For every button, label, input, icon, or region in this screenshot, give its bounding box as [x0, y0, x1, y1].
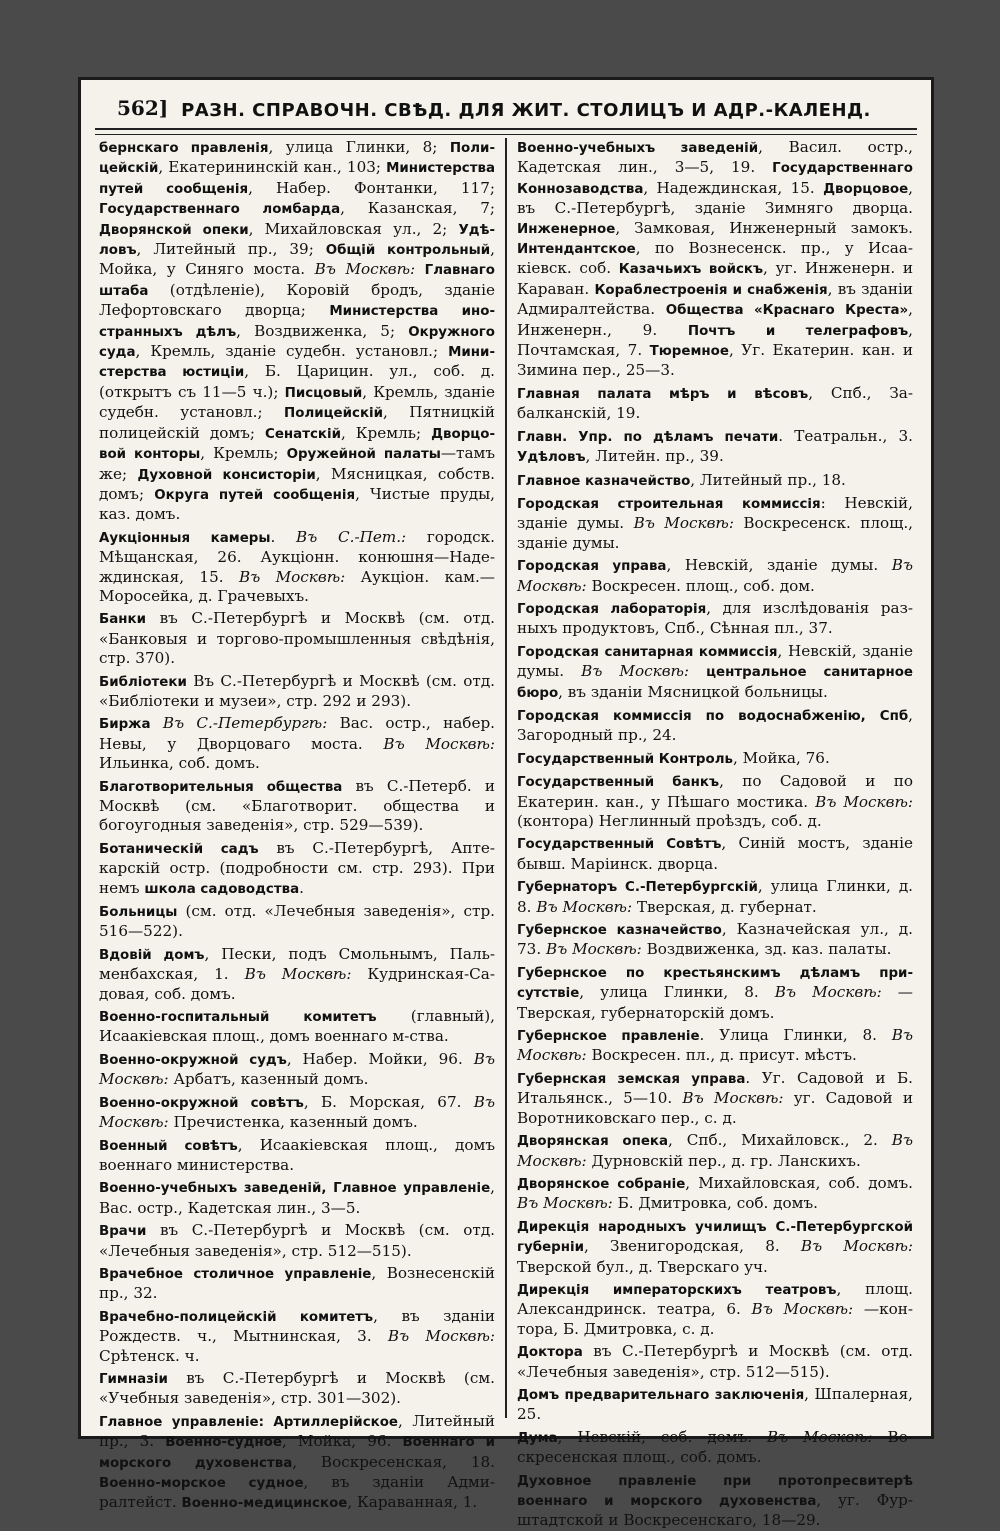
directory-entry [99, 528, 495, 607]
entry-city-label: Въ Москвѣ: [99, 1092, 495, 1132]
entry-heading: Министерства юстиціи [99, 345, 495, 381]
entry-text: , Мойка, 96. [281, 1432, 403, 1451]
entry-text: уг. Садовой и Воротниковскаго пер., с. д. [517, 1089, 913, 1127]
entry-city-label: Въ С.-Пет.: [296, 527, 427, 546]
entry-heading: Государственнаго ломбарда [99, 202, 341, 218]
entry-city-label: Въ Москвѣ: [682, 1089, 794, 1108]
entry-text: Воздвиженка, зд. каз. палаты. [646, 940, 892, 959]
directory-entry [99, 138, 495, 525]
entry-heading: Аукціонныя камеры [99, 530, 271, 546]
directory-entry [517, 749, 913, 769]
entry-heading: Тюремное [649, 344, 729, 360]
entry-heading: школа садоводства [144, 881, 300, 897]
entry-heading: Дума [517, 1430, 558, 1446]
entry-city-label: Въ Москвѣ: [517, 1131, 914, 1170]
entry-heading: Удѣловъ [517, 450, 586, 466]
entry-text: , Спб., Забалканскій, 19. [517, 383, 913, 423]
entry-text: въ С.-Петербургѣ и Москвѣ (см. «Учебныя заведенія», стр. 301—302). [99, 1368, 495, 1408]
entry-heading: Губернское по крестьянскимъ дѣламъ присутствіе [517, 965, 913, 1002]
directory-entry [517, 384, 913, 424]
entry-city-label: Въ Москвѣ: [99, 1049, 495, 1089]
directory-entry [517, 834, 913, 874]
entry-text: , Михайловская, соб. домъ. [685, 1173, 913, 1192]
entry-text: : Невскій, зданіе думы. [517, 493, 913, 533]
entry-text: Вас. остр., набер. Невы, у Дворцоваго моста. [99, 714, 495, 753]
entry-text: , Вас. остр., Кадетская лин., 3—5. [99, 1178, 495, 1217]
entry-text: , Почтамская, 7. [517, 320, 913, 360]
directory-entry [99, 1050, 495, 1090]
entry-city-label: Въ Москвѣ: [766, 1427, 888, 1446]
directory-entry [517, 1385, 913, 1425]
directory-entry [99, 777, 495, 836]
directory-entry [99, 1264, 495, 1304]
directory-entry [99, 1307, 495, 1366]
entry-city-label: Въ Москвѣ: [545, 940, 647, 959]
entry-text: Дурновскій пер., д. гр. Ланскихъ. [591, 1151, 861, 1170]
entry-text: , Михайловская ул., 2; [248, 219, 459, 238]
entry-heading: Полицейскій [284, 406, 384, 422]
entry-heading: Дирекція народныхъ училищъ С.-Петербургской губерніи [517, 1219, 913, 1256]
entry-text: въ С.-Петерб. и Москвѣ (см. «Благотворит. общества и богоугодныя заведенія», стр. 529—539). [99, 776, 495, 835]
entry-heading: Дворцовой конторы [99, 426, 495, 463]
directory-entry [99, 1369, 495, 1409]
entry-city-label: Въ Москвѣ: [244, 965, 368, 984]
directory-entry [517, 772, 913, 831]
entry-text: , Екатерининскій кан., 103; [158, 158, 387, 177]
entry-text: (главный), Исаакіевская площ., домъ военнаго м-ства. [99, 1007, 495, 1046]
directory-entry [517, 963, 913, 1023]
entry-heading: Военно-госпитальный комитетъ [99, 1010, 377, 1026]
entry-text: , въ зданіи Адмиралтейства. [517, 279, 914, 319]
entry-text: , Шпалерная, 25. [517, 1384, 914, 1424]
entry-text: , Синій мостъ, зданіе бывш. Маріинск. дворца. [517, 834, 913, 873]
entry-heading: Общій контрольный [325, 243, 491, 259]
entry-text: , Невскій, соб. домъ. [557, 1427, 767, 1446]
entry-heading: Дворянская опека [517, 1134, 669, 1150]
entry-heading: Сенатскій [265, 426, 341, 442]
running-title: РАЗН. СПРАВОЧН. СВѢД. ДЛЯ ЖИТ. СТОЛИЦЪ И АДР.-КАЛЕНД. [181, 100, 871, 121]
entry-text: Воскресенск. площ., зданіе думы. [517, 514, 913, 552]
entry-text: , Казначейская ул., д. 73. [517, 920, 913, 959]
entry-city-label: Въ С.-Петербургѣ: [162, 714, 340, 733]
entry-text: , Кремль; [200, 444, 287, 463]
directory-entry [517, 877, 913, 917]
entry-text: , Литейный пр., 39; [136, 240, 326, 259]
entry-heading: Военно-учебныхъ заведеній [517, 141, 759, 156]
entry-heading: Военно-учебныхъ заведеній, Главное управленіе [99, 1181, 491, 1197]
entry-city-label: Въ Москвѣ: [387, 1327, 495, 1346]
entry-city-label: Въ Москвѣ: [633, 514, 744, 533]
entry-heading: Дворянской опеки [99, 222, 249, 238]
entry-heading: Городская санитарная коммиссія [517, 644, 778, 660]
entry-heading: Банки [99, 612, 146, 628]
entry-text: городск. Мѣщанская, 26. Аукціонн. конюшня—Надеждинская, 15. [99, 527, 495, 586]
entry-city-label: Въ Москвѣ: [238, 567, 361, 586]
entry-heading: Губернаторъ С.-Петербургскій [517, 880, 758, 896]
entry-text: , по Садовой и по Екатерин. кан., у Пѣшаго мостика. [517, 772, 913, 811]
entry-heading: Врачебное столичное управленіе [99, 1266, 372, 1282]
entry-heading: Вдовій домъ [99, 947, 205, 963]
entry-text: , Васил. остр., Кадетская лин., 3—5, 19. [517, 138, 913, 177]
entry-text: Аукціон. кам.—Моросейка, д. Грачевыхъ. [99, 567, 495, 605]
entry-heading: Городская управа [517, 559, 667, 575]
entry-heading: Почтъ и телеграфовъ [687, 323, 909, 339]
entry-city-label: Въ Москвѣ: [751, 1300, 864, 1319]
entry-heading: Кораблестроенія и снабженія [594, 282, 828, 298]
entry-heading: Главнаго штаба [99, 263, 495, 299]
entry-text: , улица Глинки, 8; [268, 138, 450, 156]
entry-heading: Главное казначейство [517, 473, 691, 489]
entry-heading: Писцовый [284, 385, 363, 401]
entry-text: Арбатъ, казенный домъ. [173, 1070, 369, 1089]
directory-entry [99, 902, 495, 942]
directory-entry [99, 1178, 495, 1218]
right-column [507, 138, 914, 1530]
entry-heading: Дворцовое [823, 181, 909, 197]
entry-text: , Звенигородская, 8. [583, 1237, 801, 1256]
entry-heading: центральное санитарное бюро [517, 665, 913, 701]
entry-text: , Б. Царицин. ул., соб. д. (открытъ съ 11—5 ч.); [99, 362, 495, 401]
directory-entry [517, 427, 913, 468]
entry-text: , Литейн. пр., 39. [585, 447, 724, 466]
entry-text: , Вознесенскій пр., 32. [99, 1263, 495, 1303]
entry-text: въ С.-Петербургѣ и Москвѣ (см. отд. «Лечебныя заведенія», стр. 512—515). [517, 1342, 913, 1381]
entry-heading: Духовной консисторіи [137, 467, 316, 483]
entry-text: , Мясницкая, собств. домъ; [99, 464, 496, 503]
entry-text: въ С.-Петербургѣ и Москвѣ (см. отд. «Лечебныя заведенія», стр. 512—515). [99, 1221, 495, 1260]
entry-heading: Инженерное [517, 221, 616, 237]
entry-text: Воскресенская площ., соб. домъ. [517, 1427, 913, 1467]
entry-heading: Главная палата мѣръ и вѣсовъ [517, 386, 809, 402]
entry-text: , въ зданіи Адмиралтейст. [99, 1473, 496, 1512]
entry-heading: Министерства иностранныхъ дѣлъ [99, 304, 495, 340]
entry-text: —тамъ же; [99, 444, 495, 483]
entry-text: , въ зданіи Рождеств. ч., Мытнинская, 3. [99, 1306, 495, 1346]
entry-text: , Воскресенская, 18. [292, 1452, 495, 1471]
entry-heading: Губернское правленіе [517, 1029, 700, 1045]
directory-entry [517, 1342, 913, 1382]
entry-text: , Литейный пр., 3. [99, 1411, 496, 1451]
entry-text: , Кремль, зданіе судебн. установл.; [135, 342, 449, 361]
entry-city-label: Въ Москвѣ: [517, 556, 914, 595]
entry-heading: Городская строительная коммиссія [517, 496, 821, 512]
entry-text: , Караванная, 1. [347, 1493, 478, 1512]
entry-heading: Военно-судное [165, 1435, 282, 1451]
entry-heading: Больницы [99, 905, 178, 921]
entry-heading: Главн. Упр. по дѣламъ печати [517, 429, 779, 445]
entry-heading: Окружного суда [99, 324, 495, 361]
directory-entry [99, 1136, 495, 1176]
entry-text: Б. Дмитровка, соб. домъ. [617, 1194, 818, 1213]
entry-text: Въ С.-Петербургѣ и Москвѣ (см. отд. «Библіотеки и музеи», стр. 292 и 293). [99, 671, 495, 710]
entry-heading: бернскаго правленія [99, 141, 269, 156]
entry-text: , Невскій, зданіе думы. [666, 556, 892, 575]
entry-text: , Спб., Михайловск., 2. [668, 1131, 892, 1150]
entry-text: Срѣтенск. ч. [99, 1346, 200, 1365]
directory-entry [517, 1280, 913, 1339]
entry-text: , уг. Инженерн. и Караван. [517, 259, 913, 298]
entry-heading: Благотворительныя общества [99, 779, 343, 795]
entry-text: , Надеждинская, 15. [643, 178, 824, 197]
entry-heading: Государственнаго Коннозаводства [517, 161, 913, 197]
entry-heading: Губернское казначейство [517, 923, 722, 939]
entry-heading: Библіотеки [99, 674, 187, 690]
entry-text: , Инженерн., 9. [517, 300, 913, 339]
entry-heading: Главное управленіе: Артиллерійское [99, 1414, 399, 1430]
page-number: 562] [117, 96, 169, 120]
directory-entry [99, 672, 495, 712]
entry-heading: Городская коммиссія по водоснабженію, Спб [517, 708, 909, 724]
entry-text: , Набер. Мойки, 96. [286, 1049, 474, 1068]
entry-text: , Невскій, зданіе думы. [517, 641, 913, 681]
entry-text: , Мойка, 76. [732, 748, 830, 767]
header-rule [95, 128, 917, 135]
entry-text: — Тверская, губернаторскій домъ. [517, 983, 913, 1022]
entry-heading: Военно-окружной совѣтъ [99, 1095, 304, 1111]
entry-city-label: Въ Москвѣ: [815, 792, 913, 811]
entry-text: —контора, Б. Дмитровка, с. д. [517, 1300, 913, 1338]
entry-text: , Уг. Екатерин. кан. и Зимина пер., 25—3. [517, 341, 913, 380]
entry-text: , уг. Фурштадтской и Воскресенскаго, 18—29. [517, 1491, 914, 1530]
entry-heading: Дворянское собраніе [517, 1176, 686, 1192]
entry-city-label: Въ Москвѣ: [536, 897, 637, 916]
directory-entry [517, 920, 913, 960]
entry-text: , Чистые пруды, каз. домъ. [99, 484, 495, 524]
entry-heading: Оружейной палаты [286, 447, 441, 463]
entry-text: , Мойка, у Синяго моста. [99, 240, 495, 279]
entry-text: , Казанская, 7; [340, 199, 495, 218]
entry-heading: Военнаго и морского духовенства [99, 1435, 495, 1471]
entry-heading: Казачьихъ войскъ [618, 262, 764, 278]
entry-heading: Губернская земская управа [517, 1071, 746, 1087]
directory-entry [99, 714, 495, 773]
entry-text: . Театральн., 3. [778, 426, 913, 445]
entry-text: , Замковая, Инженерный замокъ. [615, 218, 913, 237]
directory-entry [517, 1131, 913, 1171]
directory-entry [517, 556, 913, 596]
text-columns [99, 138, 914, 1530]
entry-text: Тверская, д. губернат. [636, 897, 817, 916]
directory-entry [517, 1069, 913, 1128]
entry-text: , по Вознесенск. пр., у Исаакіевск. соб. [517, 239, 913, 278]
directory-entry [99, 1221, 495, 1261]
entry-text: Ильинка, соб. домъ. [99, 754, 260, 773]
directory-entry [99, 1093, 495, 1133]
directory-entry [517, 706, 913, 746]
entry-heading: Общества «Краснаго Креста» [665, 303, 909, 319]
entry-text: , улица Глинки, 8. [579, 983, 775, 1002]
entry-city-label: Въ Москвѣ: [800, 1237, 913, 1256]
directory-entry [517, 642, 913, 703]
entry-text: Пречистенка, казенный домъ. [173, 1113, 418, 1132]
entry-text: , Литейный пр., 18. [690, 470, 846, 489]
entry-heading: Дирекція императорскихъ театровъ [517, 1282, 837, 1298]
entry-text: въ С.-Петербургѣ и Москвѣ (см. отд. «Банковыя и торгово-промышленныя свѣдѣнія, стр. 370). [99, 609, 495, 668]
entry-city-label: Въ Москвѣ: [581, 662, 707, 681]
entry-text: (см. отд. «Лечебныя заведенія», стр. 516—522). [99, 902, 495, 941]
entry-city-label: Въ Москвѣ: [517, 1194, 618, 1213]
directory-entry [99, 609, 495, 668]
entry-text: , площ. Александринск. театра, 6. [517, 1279, 913, 1319]
entry-text: , для изслѣдованія разныхъ продуктовъ, Спб., Сѣнная пл., 37. [517, 598, 913, 638]
entry-heading: Военно-медицинское [181, 1496, 348, 1512]
entry-text: , Кремль; [340, 423, 432, 442]
entry-text: , улица Глинки, д. 8. [517, 877, 913, 916]
entry-text: (контора) Неглинный проѣздъ, соб. д. [517, 812, 822, 830]
directory-entry [517, 494, 913, 553]
directory-entry [99, 1412, 495, 1514]
entry-text: (отдѣленіе), Коровій бродъ, зданіе Лефортовскаго дворца; [99, 280, 495, 320]
entry-text: . [299, 878, 304, 897]
entry-text: . Уг. Садовой и Б. Итальянск., 5—10. [517, 1068, 914, 1108]
entry-heading: Гимназіи [99, 1371, 168, 1387]
entry-heading: Удѣловъ [99, 222, 495, 259]
entry-city-label: Въ Москвѣ: [774, 983, 898, 1002]
directory-entry [517, 599, 913, 639]
entry-text: , Б. Морская, 67. [303, 1092, 474, 1111]
left-column [99, 138, 507, 1512]
entry-text [151, 714, 163, 732]
entry-heading: Биржа [99, 717, 151, 733]
entry-text: . Улица Глинки, 8. [699, 1026, 892, 1045]
entry-heading: Государственный банкъ [517, 775, 720, 791]
entry-heading: Министерства путей сообщенія [99, 161, 495, 197]
directory-entry [99, 839, 495, 899]
entry-text: Воскресен. пл., д. присут. мѣстъ. [591, 1046, 857, 1065]
entry-heading: Городская лабораторія [517, 601, 707, 617]
entry-heading: Доктора [517, 1345, 583, 1361]
document-page [78, 77, 934, 1530]
entry-text: Тверской бул., д. Тверскаго уч. [517, 1257, 768, 1276]
entry-heading: Врачи [99, 1224, 147, 1240]
entry-text: , въ С.-Петербургѣ, зданіе Зимняго дворца. [517, 178, 913, 218]
entry-heading: Интендантское [517, 242, 636, 258]
entry-text: , Воздвиженка, 5; [236, 321, 409, 340]
entry-text: въ С.-Петербургѣ, Аптекарскій остр. (подробности см. стр. 293). При немъ [99, 838, 495, 897]
entry-city-label: Въ Москвѣ: [383, 734, 495, 753]
directory-entry [517, 1471, 913, 1531]
directory-entry [517, 471, 913, 491]
directory-entry [517, 1026, 913, 1066]
entry-heading: Государственный Контроль [517, 751, 733, 767]
entry-heading: Духовное правленіе при протопресвитерѣ военнаго и морского духовенства [517, 1473, 913, 1509]
directory-entry [517, 1217, 913, 1277]
entry-heading: Военно-окружной судъ [99, 1052, 287, 1068]
directory-entry [517, 1428, 913, 1468]
entry-text: Воскресен. площ., соб. дом. [591, 576, 815, 595]
entry-text: , Загородный пр., 24. [517, 705, 913, 745]
entry-text: , Пески, подъ Смольнымъ, Пальменбахская, 1. [99, 944, 496, 984]
entry-heading: Ботаническій садъ [99, 841, 259, 857]
entry-heading: Государственный Совѣтъ [517, 837, 722, 853]
directory-entry [517, 138, 913, 381]
directory-entry [99, 1007, 495, 1047]
entry-heading: Округа путей сообщенія [154, 487, 356, 503]
entry-heading: Полицейскій [99, 141, 495, 177]
entry-text: , Набер. Фонтанки, 117; [248, 178, 495, 197]
entry-text: , Исаакіевская площ., домъ военнаго министерства. [99, 1135, 495, 1174]
entry-text: Кудринская-Садовая, соб. домъ. [99, 965, 495, 1003]
entry-city-label: Въ Москвѣ: [314, 260, 425, 279]
entry-text: , Кремль, зданіе судебн. установл.; [99, 382, 495, 422]
entry-heading: Военный совѣтъ [99, 1138, 238, 1154]
directory-entry [99, 945, 495, 1004]
entry-heading: Врачебно-полицейскій комитетъ [99, 1309, 374, 1325]
entry-heading: Домъ предварительнаго заключенія [517, 1387, 805, 1403]
entry-text: . [270, 527, 297, 546]
page-header [81, 90, 931, 130]
entry-text: , въ зданіи Мясницкой больницы. [558, 682, 828, 701]
entry-text: , Пятницкій полицейскій домъ; [99, 403, 495, 442]
entry-heading: Военно-морское судное [99, 1476, 304, 1491]
entry-city-label: Въ Москвѣ: [517, 1026, 913, 1065]
directory-entry [517, 1174, 913, 1214]
